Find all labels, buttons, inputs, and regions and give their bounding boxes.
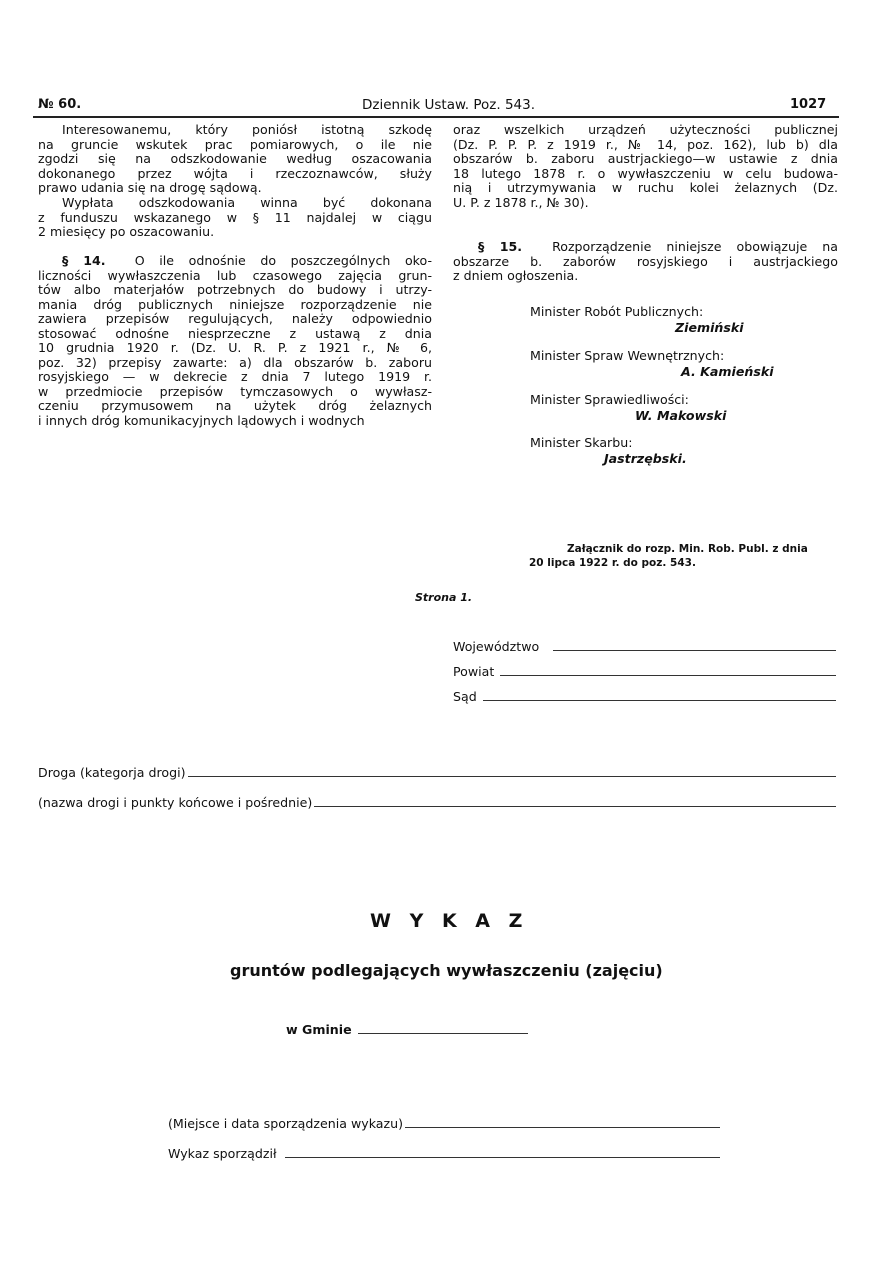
text-line: na gruncie wskutek prac pomiarowych, o ile nie (38, 136, 432, 152)
header-rule (33, 116, 839, 118)
form-title: W Y K A Z (370, 910, 529, 932)
section-15 (453, 240, 838, 284)
text-line: czeniu przymusowem na użytek dróg żelaznych (38, 398, 432, 413)
text-line: z funduszu wskazanego w § 11 najdalej w ciągu (38, 209, 432, 225)
text-line: U. P. z 1878 r., № 30). (453, 194, 589, 210)
left-paragraph-1 (38, 123, 432, 196)
text-line: obszarów b. zaboru austrjackiego—w ustawie z dnia (453, 151, 838, 166)
text-line: i innych dróg komunikacyjnych lądowych i wodnych (38, 412, 365, 428)
section-15-label: § 15. (478, 239, 523, 254)
court-label: Sąd (453, 689, 477, 704)
county-field[interactable] (453, 664, 836, 679)
section-15-first-line: Rozporządzenie niniejsze obowiązuje na (552, 239, 838, 254)
signature-name: Jastrzębski. (604, 451, 687, 466)
page-number: 1027 (790, 97, 827, 112)
section-14-label: § 14. (62, 253, 106, 268)
text-line: 2 miesięcy po oszacowaniu. (38, 224, 215, 239)
prepared-by-field[interactable] (168, 1146, 720, 1161)
section-14 (38, 254, 432, 428)
text-line: rosyjskiego — w dekrecie z dnia 7 lutego 1919 r. (38, 369, 432, 384)
section-14-first-line: O ile odnośnie do poszczególnych oko- (134, 253, 432, 268)
text-line: mania dróg publicznych niniejsze rozporządzenie nie (38, 296, 432, 312)
form-subtitle: gruntów podlegających wywłaszczeniu (zajęciu) (230, 961, 663, 980)
text-line: obszarze b. zaborów rosyjskiego i austrjackiego (453, 253, 838, 269)
county-label: Powiat (453, 664, 495, 679)
text-line: tów albo materjałów potrzebnych do budowy i utrzy- (38, 282, 432, 297)
road-category-label: Droga (kategorja drogi) (38, 765, 186, 780)
text-line: (Dz. P. P. P. z 1919 r., № 14, poz. 162), lub b) dla (453, 136, 838, 152)
text-line: w przedmiocie przepisów tymczasowych o wywłasz- (38, 383, 432, 399)
right-paragraph-1 (453, 123, 838, 210)
signature-title: Minister Robót Publicznych: (530, 304, 704, 319)
text-line: dokonanego przez wójta i rzeczoznawców, służy (38, 165, 432, 181)
text-line: oraz wszelkich urządzeń użyteczności publicznej (453, 122, 838, 137)
road-name-label: (nazwa drogi i punkty końcowe i pośrednie) (38, 795, 313, 810)
text-line: stosować odnośne niesprzeczne z ustawą z dnia (38, 325, 432, 341)
text-line: z dniem ogłoszenia. (453, 268, 579, 283)
page-label: Strona 1. (415, 591, 473, 604)
voivodeship-label: Województwo (453, 639, 540, 654)
text-line: Wypłata odszkodowania winna być dokonana (62, 195, 432, 210)
place-date-label: (Miejsce i data sporządzenia wykazu) (168, 1116, 404, 1131)
signature-title: Minister Sprawiedliwości: (530, 392, 689, 407)
text-line: nią i utrzymywania w ruchu kolei żelaznych (Dz. (453, 180, 838, 195)
journal-title: Dziennik Ustaw. Poz. 543. (362, 97, 536, 113)
signature-name: Ziemiński (675, 320, 744, 335)
text-line: 10 grudnia 1920 r. (Dz. U. R. P. z 1921 r., № 6, (38, 340, 432, 355)
annex-note (529, 542, 808, 570)
text-line: 18 lutego 1878 r. o wywłaszczeniu w celu budowa- (453, 165, 838, 181)
signature-title: Minister Spraw Wewnętrznych: (530, 348, 725, 363)
text-line: liczności wywłaszczenia lub czasowego zajęcia grun- (38, 267, 432, 283)
municipality-label: w Gminie (286, 1022, 352, 1037)
left-paragraph-2 (38, 196, 432, 240)
annex-note-line1: Załącznik do rozp. Min. Rob. Publ. z dnia (567, 543, 808, 555)
road-category-field[interactable] (38, 765, 836, 780)
court-field[interactable] (453, 689, 836, 704)
municipality-field[interactable] (286, 1022, 528, 1037)
issue-number: № 60. (38, 97, 82, 112)
place-date-field[interactable] (168, 1116, 720, 1131)
annex-note-line2: 20 lipca 1922 r. do poz. 543. (529, 557, 696, 569)
road-name-field[interactable] (38, 795, 836, 810)
text-line: zawiera przepisów regulujących, należy odpowiednio (38, 311, 432, 326)
prepared-by-label: Wykaz sporządził (168, 1146, 277, 1161)
text-line: Interesowanemu, który poniósł istotną szkodę (62, 122, 432, 137)
text-line: zgodzi się na odszkodowanie według oszacowania (38, 151, 432, 166)
voivodeship-field[interactable] (453, 639, 836, 654)
signature-name: W. Makowski (635, 408, 727, 423)
signature-title: Minister Skarbu: (530, 435, 633, 450)
text-line: poz. 32) przepisy zawarte: a) dla obszarów b. zaboru (38, 354, 432, 370)
signature-name: A. Kamieński (681, 364, 774, 379)
text-line: prawo udania się na drogę sądową. (38, 180, 262, 195)
